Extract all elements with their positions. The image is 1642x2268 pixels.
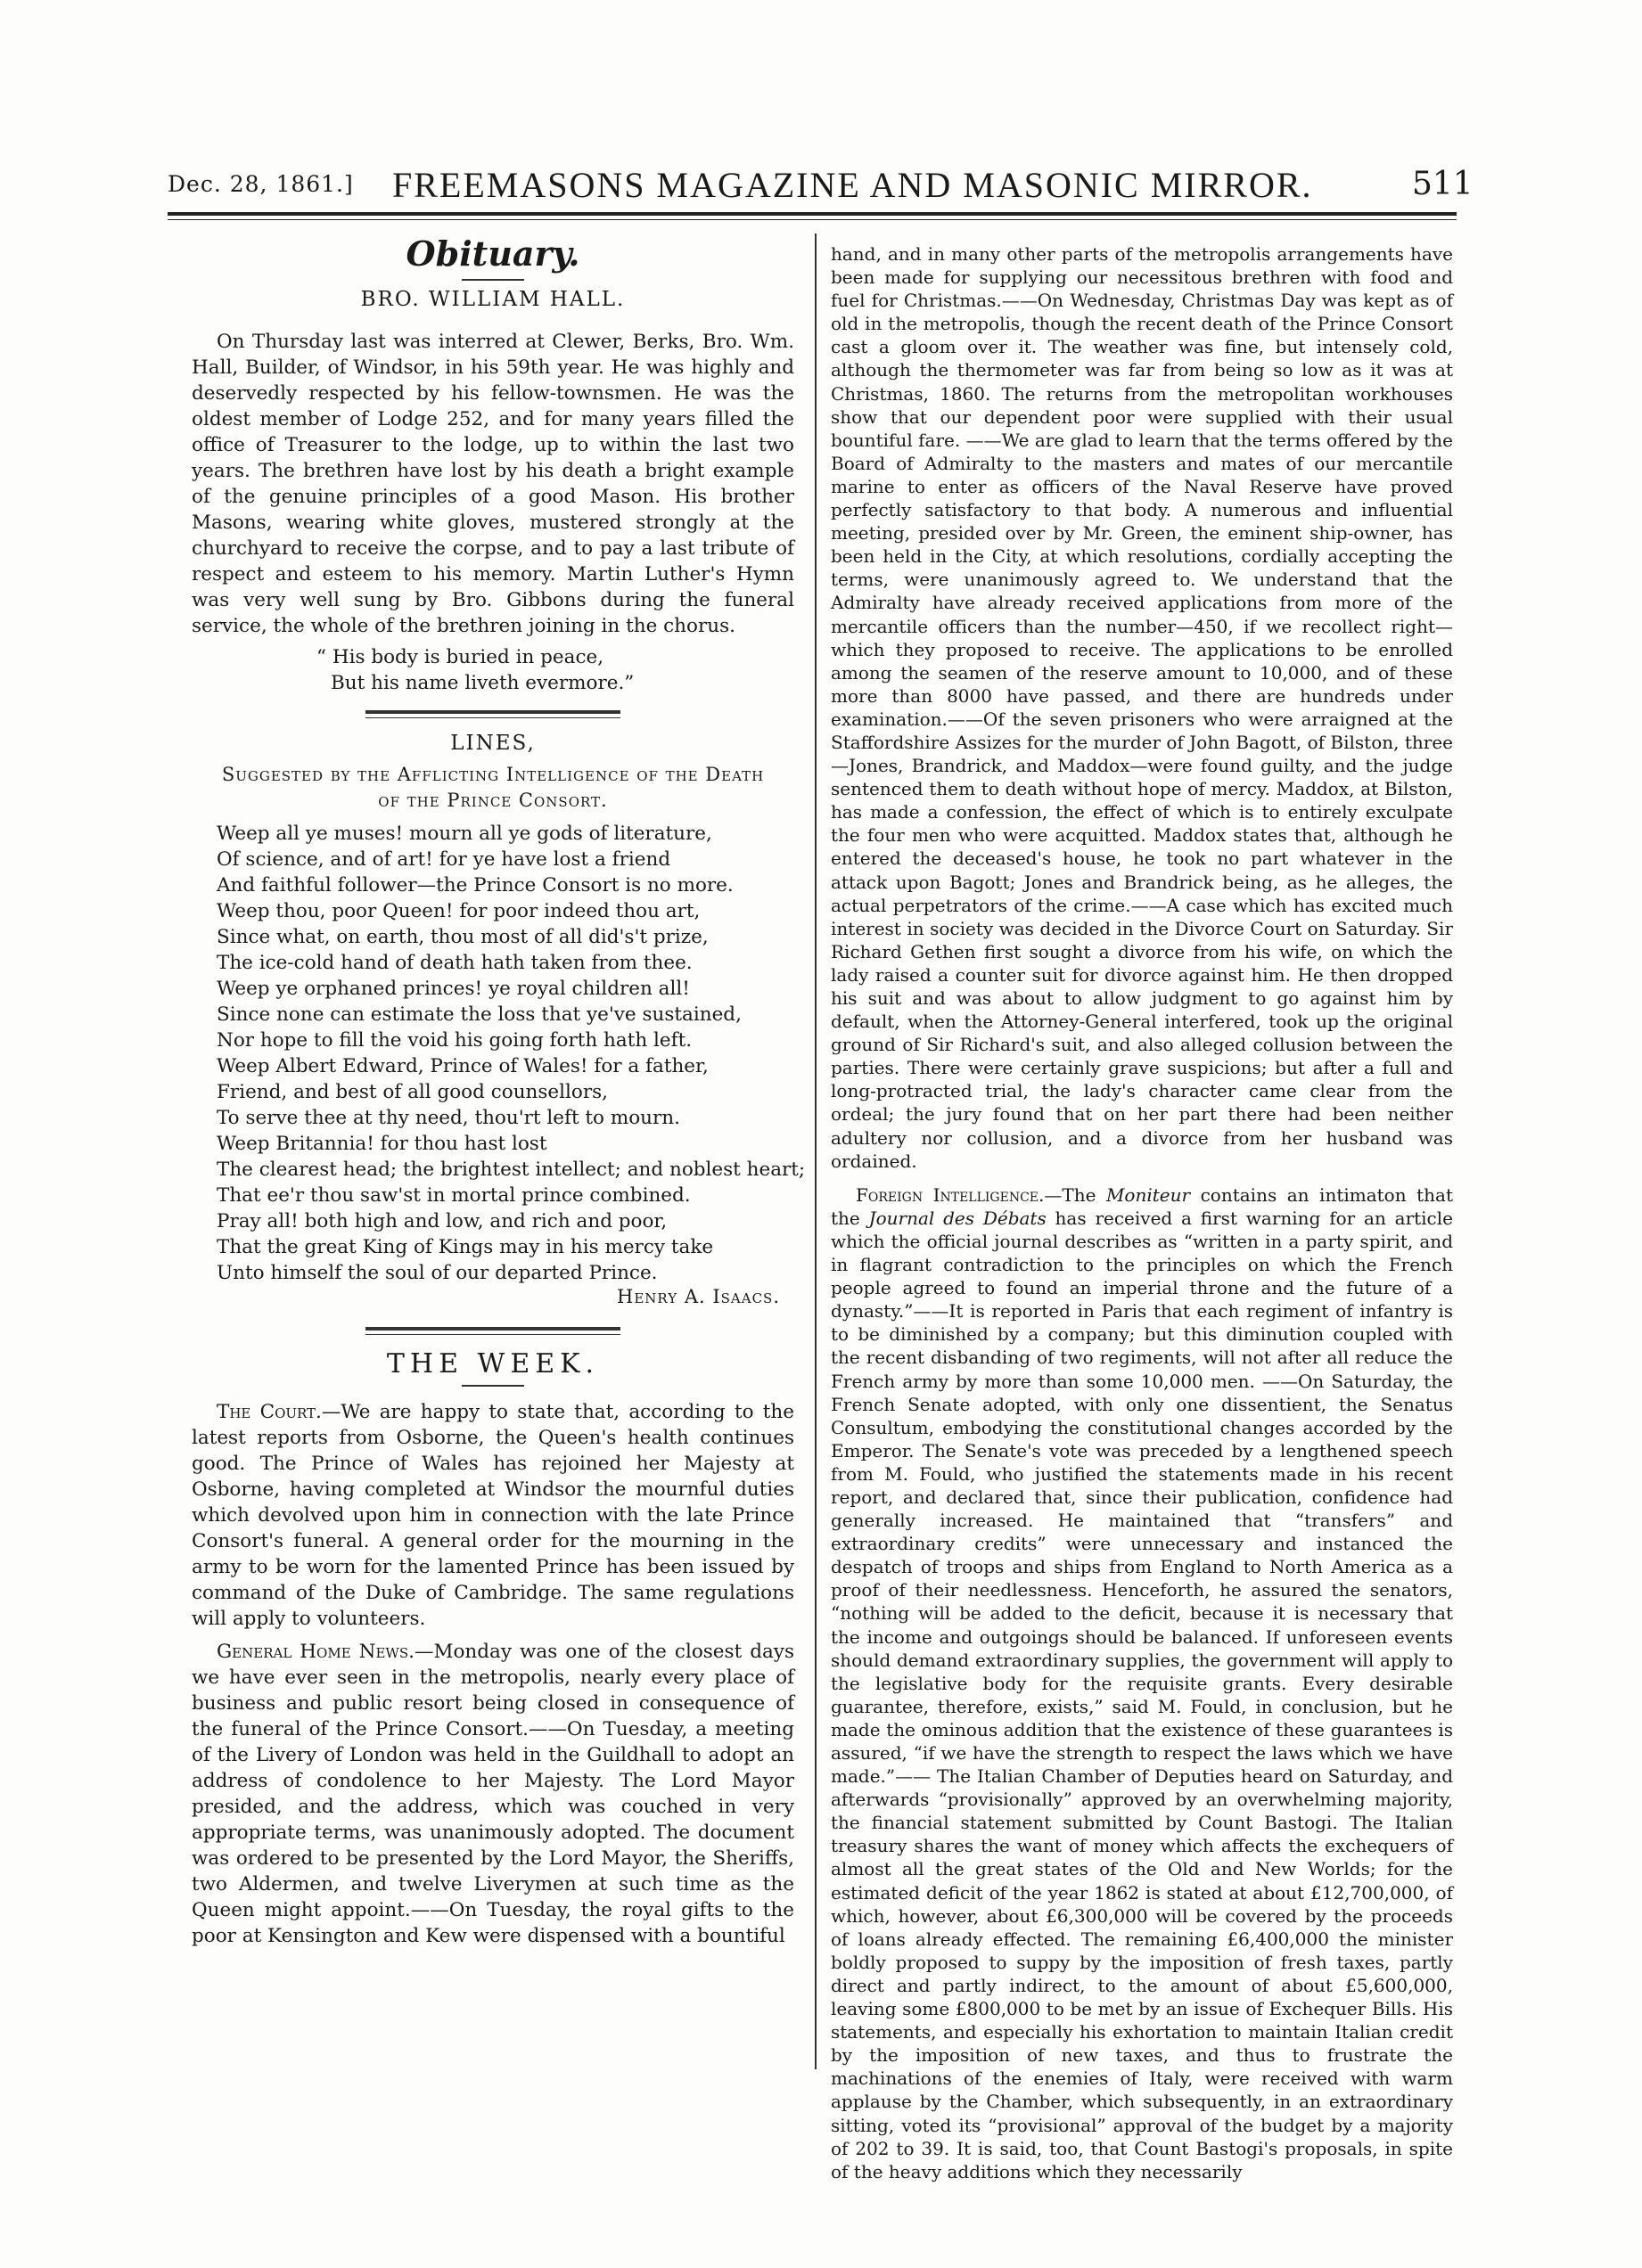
home-news-continued: hand, and in many other parts of the metropolis arrangements have been made for supplying our necessitous brethren with food and fuel for Christmas.——On Wednesday, Christmas Day was kept as of old in the metropolis, though the recent death of the Prince Consort cast a gloom over it. The weather was fine, but intensely cold, although the thermometer was far from being so low as it was at Christmas, 1860. The returns from the metropolitan workhouses show that our dependent poor were supplied with their usual bountiful fare. ——We are glad to learn that the terms offered by the Board of Admiralty to the masters and mates of our mercantile marine to enter as officers of the Naval Reserve have proved perfectly satisfactory to that body. A numerous and influential meeting, presided over by Mr. Green, the eminent ship-owner, has been held in the City, at which resolutions, cordially accepting the terms, were unanimously agreed to. We understand that the Admiralty have already received applications from more of the mercantile officers than the number—450, if we recollect right—which they proposed to receive. The applications to be enrolled among the seamen of the reserve amount to 10,000, and of these more than 8000 have passed, and there are hundreds under examination.——Of the seven prisoners who were arraigned at the Staffordshire Assizes for the murder of John Bagott, of Bilston, three—Jones, Brandrick, and Maddox—were found guilty, and the judge sentenced them to death without hope of mercy. Maddox, at Bilston, has made a confession, the effect of which is to entirely exculpate the four men who were acquitted. Maddox states that, although he entered the deceased's house, he took no part whatever in the attack upon Bagott; Jones and Brandrick being, as he alleges, the actual perpetrators of the crime.——A case which has excited much interest in society was decided in the Divorce Court on Saturday. Sir Richard Gethen first sought a divorce from his wife, on which the lady raised a counter suit for divorce against him. He then dropped his suit and was about to allow judgment to go against him by default, when the Attorney-General interfered, took up the original ground of Sir Richard's suit, and also alleged collusion between the parties. There were certainly grave suspicions; but after a full and long-protracted trial, the lady's character came clear from the ordeal; the jury found that on her part there had been neither adultery nor collusion, and a divorce from her husband was ordained. xyxy=(831,243,1453,1172)
poem-line: Pray all! both high and low, and rich and poor, xyxy=(217,1210,668,1232)
week-rule xyxy=(462,1385,524,1387)
header-title: FREEMASONS MAGAZINE AND MASONIC MIRROR. xyxy=(392,165,1313,205)
obituary-subject: BRO. WILLIAM HALL. xyxy=(360,288,626,311)
column-divider xyxy=(815,233,817,2069)
week-heading: THE WEEK. xyxy=(386,1348,600,1380)
poem-line: And faithful follower—the Prince Consort is no more. xyxy=(217,874,734,897)
poem-line: Friend, and best of all good counsellors, xyxy=(217,1081,608,1103)
poem-line: Weep all ye muses! mourn all ye gods of literature, xyxy=(217,823,712,845)
poem-line: Of science, and of art! for ye have lost a friend xyxy=(217,848,671,871)
obituary-rule xyxy=(462,279,524,281)
poem-line: Weep ye orphaned princes! ye royal children all! xyxy=(217,978,690,1000)
quote-line: But his name liveth evermore.” xyxy=(331,672,635,694)
poem-line: Nor hope to fill the void his going forth hath left. xyxy=(217,1029,693,1052)
journal-title: Journal des Débats xyxy=(868,1207,1047,1229)
moniteur-title: Moniteur xyxy=(1105,1183,1191,1206)
poem-line: Weep thou, poor Queen! for poor indeed thou art, xyxy=(217,900,701,922)
foreign-paragraph xyxy=(831,1183,1453,2183)
lines-heading: LINES, xyxy=(450,732,536,755)
foreign-text: has received a first warning for an article which the official journal describes as “written in a party spirit, and in flagrant contradiction to the principles on which the French people agreed to found an imperial throne and the future of a dynasty.”——It is reported in Paris that each regiment of infantry is to be diminished by a company; but this diminution coupled with the recent disbanding of two regiments, will not after all reduce the French army by more than some 10,000 men. ——On Saturday, the French Senate adopted, with only one dissentient, the Senatus Consultum, embodying the constitutional changes accorded by the Emperor. The Senate's vote was preceded by a lengthened speech from M. Fould, who justified the statements made in his recent report, and declared that, since their publication, confidence had generally increased. He maintained that “transfers” and extraordinary credits” were unnecessary and instanced the despatch of troops and ships from England to North America as a proof of their needlessness. Henceforth, he assured the senators, “nothing will be added to the deficit, because it is necessary that the income and outgoings should be balanced. If unforeseen events should demand extraordinary supplies, the government will apply to the legislative body for the requisite grants. Every desirable guarantee, therefore, exists,” said M. Fould, in conclusion, but he made the ominous addition that the existence of these guarantees is assured, “if we have the strength to respect the laws which we have made.”—— The Italian Chamber of Deputies heard on Saturday, and afterwards “provisionally” approved by an overwhelming majority, the financial statement submitted by Count Bastogi. The Italian treasury shares the want of money which affects the exchequers of almost all the great states of the Old and New Worlds; for the estimated deficit of the year 1862 is stated at about £12,700,000, of which, however, about £6,300,000 will be covered by the proceeds of loans already effected. The remaining £6,400,000 the minister boldly proposed to suppy by the imposition of fresh taxes, partly direct and partly indirect, to the amount of about £5,600,000, leaving some £800,000 to be met by an issue of Exchequer Bills. His statements, and especially his exhortation to maintain Italian credit by the imposition of new taxes, and thus to frustrate the machinations of the enemies of Italy, were received with warm applause by the Chamber, which subsequently, in an extraordinary sitting, voted its “provisional” approval of the budget by a majority of 202 to 39. It is said, too, that Count Bastogi's proposals, in spite of the heavy additions which they necessarily xyxy=(831,1207,1453,2182)
poem-line: That the great King of Kings may in his mercy take xyxy=(217,1236,714,1258)
poem-line: The clearest head; the brightest intellect; and noblest heart; xyxy=(217,1159,806,1181)
foreign-text: contains an intimaton that the xyxy=(831,1183,1453,1229)
poem-line: That ee'r thou saw'st in mortal prince combined. xyxy=(217,1184,691,1207)
poem-line: Since what, on earth, thou most of all did's't prize, xyxy=(217,926,709,948)
section-rule xyxy=(365,1327,620,1331)
poem-line: Weep Albert Edward, Prince of Wales! for a father, xyxy=(217,1055,709,1077)
poem-line: To serve thee at thy need, thou'rt left to mourn. xyxy=(217,1107,680,1129)
poem-author: Henry A. Isaacs. xyxy=(617,1286,780,1307)
quote-line: “ His body is buried in peace, xyxy=(316,646,604,668)
poem-line: The ice-cold hand of death hath taken from thee. xyxy=(217,952,693,974)
home-lead: General Home News. xyxy=(217,1641,415,1663)
court-paragraph xyxy=(192,1399,794,1632)
court-text: —We are happy to state that, according to the latest reports from Osborne, the Queen's health continues good. The Prince of Wales has rejoined her Majesty at Osborne, having completed at Windsor the mournful duties which devolved upon him in connection with the late Prince Consort's funeral. A general order for the mourning in the army to be worn for the lamented Prince has been issued by command of the Duke of Cambridge. The same regulations will apply to volunteers. xyxy=(192,1401,794,1630)
lines-subheading: Suggested by the Afflicting Intelligence of the Death xyxy=(221,764,765,785)
header-rule xyxy=(168,212,1457,216)
left-column xyxy=(192,228,806,1949)
poem-line: Since none can estimate the loss that ye've sustained, xyxy=(217,1003,742,1026)
foreign-text: —The xyxy=(1044,1183,1106,1206)
home-text: —Monday was one of the closest days we have ever seen in the metropolis, nearly every place of business and public resort being closed in consequence of the funeral of the Prince Consort.——On Tuesday, a meeting of the Livery of London was held in the Guildhall to adopt an address of condolence to her Majesty. The Lord Mayor presided, and the address, which was couched in very appropriate terms, was unanimously adopted. The document was ordered to be presented by the Lord Mayor, the Sheriffs, two Aldermen, and twelve Liverymen at such time as the Queen might appoint.——On Tuesday, the royal gifts to the poor at Kensington and Kew were dispensed with a bountiful xyxy=(192,1641,794,1947)
right-column xyxy=(831,242,1453,2183)
header-rule-thin xyxy=(168,219,1457,220)
poem-line: Weep Britannia! for thou hast lost xyxy=(217,1133,547,1155)
foreign-lead: Foreign Intelligence. xyxy=(856,1183,1045,1206)
poem xyxy=(217,821,806,1286)
court-lead: The Court. xyxy=(217,1401,322,1423)
obituary-heading: Obituary. xyxy=(406,233,580,274)
obituary-quote xyxy=(316,644,794,696)
lines-subheading-2: of the Prince Consort. xyxy=(378,790,608,811)
poem-line: Unto himself the soul of our departed Prince. xyxy=(217,1262,658,1284)
header-page-number: 511 xyxy=(1412,166,1474,202)
home-news-paragraph xyxy=(192,1639,794,1949)
header-date: Dec. 28, 1861.] xyxy=(168,171,354,197)
section-rule xyxy=(365,710,620,714)
obituary-text: On Thursday last was interred at Clewer, Berks, Bro. Wm. Hall, Builder, of Windsor, in his 59th year. He was highly and deservedly respected by his fellow-townsmen. He was the oldest member of Lodge 252, and for many years filled the office of Treasurer to the lodge, up to within the last two years. The brethren have lost by his death a bright example of the genuine principles of a good Mason. His brother Masons, wearing white gloves, mustered strongly at the churchyard to receive the corpse, and to pay a last tribute of respect and esteem to his memory. Martin Luther's Hymn was very well sung by Bro. Gibbons during the funeral service, the whole of the brethren joining in the chorus. xyxy=(192,331,794,637)
